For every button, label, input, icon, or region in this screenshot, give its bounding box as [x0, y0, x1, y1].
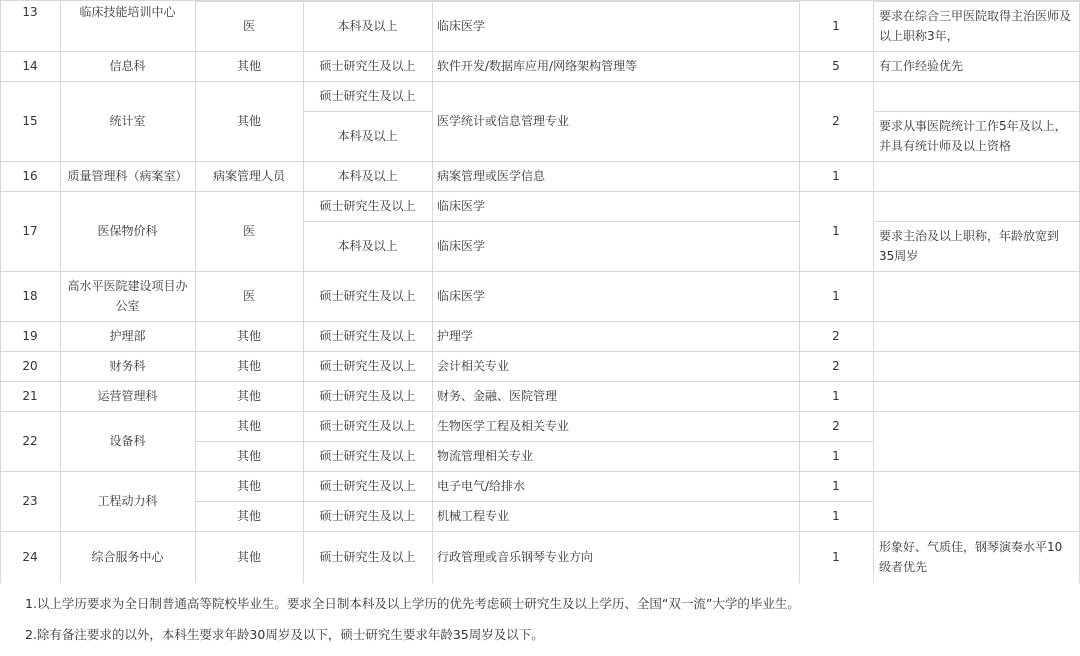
cell-edu: 硕士研究生及以上	[319, 449, 416, 463]
cell-type: 其他	[236, 509, 261, 523]
cell-major: 电子电气/给排水	[437, 479, 526, 493]
cell-count: 1	[832, 550, 840, 564]
cell-no: 21	[22, 389, 38, 403]
cell-major: 病案管理或医学信息	[437, 169, 546, 183]
cell-count: 1	[832, 389, 840, 403]
cell-no: 18	[22, 289, 38, 303]
cell-dept: 质量管理科（病案室）	[67, 169, 188, 183]
cell-count: 1	[832, 169, 840, 183]
cell-no: 13	[22, 5, 38, 19]
cell-count: 2	[832, 114, 840, 128]
cell-notes	[873, 271, 1080, 321]
cell-major: 会计相关专业	[437, 359, 510, 373]
cell-count: 2	[832, 359, 840, 373]
cell-type: 其他	[236, 479, 261, 493]
cell-no: 22	[22, 434, 38, 448]
cell-count: 5	[832, 59, 840, 73]
cell-dept: 财务科	[109, 359, 146, 373]
cell-edu: 硕士研究生及以上	[319, 419, 416, 433]
cell-no: 19	[22, 329, 38, 343]
cell-notes: 形象好、气质佳，钢琴演奏水平10级者优先	[879, 540, 1063, 574]
cell-dept: 信息科	[109, 59, 146, 73]
cell-dept: 工程动力科	[97, 494, 158, 508]
cell-type: 医	[242, 289, 255, 303]
cell-no: 14	[22, 59, 38, 73]
cell-no: 17	[22, 224, 38, 238]
cell-edu: 硕士研究生及以上	[319, 199, 416, 213]
cell-edu: 硕士研究生及以上	[319, 59, 416, 73]
cell-notes: 有工作经验优先	[879, 59, 964, 73]
cell-type: 其他	[236, 114, 261, 128]
cell-count: 2	[832, 419, 840, 433]
cell-edu: 硕士研究生及以上	[319, 479, 416, 493]
cell-type: 其他	[236, 419, 261, 433]
cell-edu: 硕士研究生及以上	[319, 89, 416, 103]
cell-major: 医学统计或信息管理专业	[437, 114, 570, 128]
cell-notes: 要求从事医院统计工作5年及以上，并具有统计师及以上资格	[879, 119, 1067, 153]
cell-dept: 综合服务中心	[91, 550, 164, 564]
cell-dept: 设备科	[109, 434, 146, 448]
cell-edu: 硕士研究生及以上	[319, 389, 416, 403]
cell-count: 1	[832, 289, 840, 303]
cell-type: 其他	[236, 359, 261, 373]
cell-notes: 要求在综合三甲医院取得主治医师及以上职称3年，	[879, 8, 1072, 43]
cell-dept: 临床技能培训中心	[79, 5, 176, 19]
cell-major: 软件开发/数据库应用/网络架构管理等	[437, 59, 638, 73]
cell-count: 1	[832, 449, 840, 463]
cell-type: 其他	[236, 550, 261, 564]
cell-major: 物流管理相关专业	[437, 449, 534, 463]
cell-type: 其他	[236, 59, 261, 73]
cell-edu: 本科及以上	[337, 18, 398, 33]
cell-dept: 运营管理科	[97, 389, 158, 403]
cell-type: 其他	[236, 449, 261, 463]
cell-major: 临床医学	[437, 199, 486, 213]
cell-no: 16	[22, 169, 38, 183]
cell-type: 其他	[236, 389, 261, 403]
cell-edu: 本科及以上	[337, 169, 398, 183]
cell-edu: 硕士研究生及以上	[319, 329, 416, 343]
cell-no: 15	[22, 114, 38, 128]
cell-dept: 统计室	[109, 114, 146, 128]
cell-count: 1	[832, 18, 840, 33]
cell-type: 其他	[236, 329, 261, 343]
cell-major: 临床医学	[437, 18, 486, 33]
cell-major: 行政管理或音乐钢琴专业方向	[437, 550, 594, 564]
cell-count: 1	[832, 224, 840, 238]
cell-dept: 高水平医院建设项目办公室	[67, 279, 188, 313]
cell-notes	[873, 471, 1080, 531]
cell-no: 23	[22, 494, 38, 508]
cell-type: 医	[242, 224, 255, 238]
cell-notes	[873, 381, 1080, 411]
cell-notes	[873, 321, 1080, 351]
cell-edu: 硕士研究生及以上	[319, 359, 416, 373]
cell-edu: 硕士研究生及以上	[319, 289, 416, 303]
cell-count: 1	[832, 479, 840, 493]
cell-edu: 硕士研究生及以上	[319, 550, 416, 564]
cell-count: 2	[832, 329, 840, 343]
footnote-2: 2.除有备注要求的以外，本科生要求年龄30周岁及以下，硕士研究生要求年龄35周岁及以下。	[25, 627, 544, 642]
cell-major: 临床医学	[437, 289, 486, 303]
cell-no: 20	[22, 359, 38, 373]
cell-type: 医	[242, 18, 255, 33]
cell-edu: 本科及以上	[337, 129, 398, 143]
cell-major: 机械工程专业	[437, 509, 510, 523]
cell-edu: 本科及以上	[337, 239, 398, 253]
cell-major: 生物医学工程及相关专业	[437, 419, 570, 433]
cell-notes	[873, 161, 1080, 191]
cell-dept: 护理部	[109, 329, 146, 343]
cell-type: 病案管理人员	[212, 169, 285, 183]
cell-major: 临床医学	[437, 239, 486, 253]
footnote-1: 1.以上学历要求为全日制普通高等院校毕业生。要求全日制本科及以上学历的优先考虑硕士研究生及以上学历、全国“双一流”大学的毕业生。	[25, 596, 800, 611]
cell-edu: 硕士研究生及以上	[319, 509, 416, 523]
cell-count: 1	[832, 509, 840, 523]
cell-major: 护理学	[437, 329, 474, 343]
cell-dept: 医保物价科	[97, 224, 158, 238]
cell-notes: 要求主治及以上职称，年龄放宽到35周岁	[879, 229, 1060, 263]
cell-notes	[873, 351, 1080, 381]
cell-notes	[873, 411, 1080, 471]
cell-major: 财务、金融、医院管理	[437, 389, 558, 403]
cell-no: 24	[22, 550, 38, 564]
